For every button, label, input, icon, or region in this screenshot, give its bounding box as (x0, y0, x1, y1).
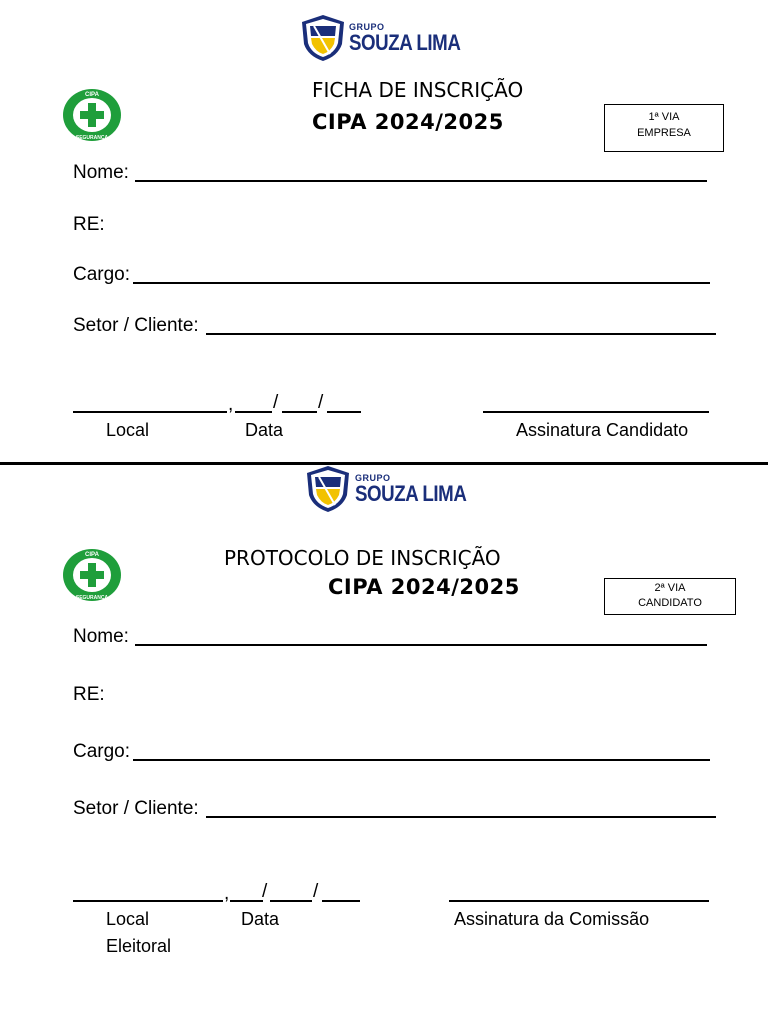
svg-text:CIPA: CIPA (85, 552, 99, 558)
cipa-cross-icon (62, 548, 122, 602)
shield-logo-icon (304, 465, 352, 513)
date-comma-2: , (224, 883, 230, 904)
nome-label-2: Nome: (73, 626, 129, 647)
data-caption: Data (245, 420, 284, 440)
form1-title: FICHA DE INSCRIÇÃO (312, 78, 524, 102)
cargo-field-2[interactable] (133, 759, 710, 761)
month-field[interactable] (282, 411, 317, 413)
signature-caption: Assinatura Candidato (516, 420, 689, 440)
year-field-2[interactable] (322, 900, 360, 902)
setor-field[interactable] (206, 333, 716, 335)
local-caption: Local (106, 420, 150, 440)
setor-label-2: Setor / Cliente: (73, 798, 199, 819)
form2-title: PROTOCOLO DE INSCRIÇÃO (224, 546, 501, 570)
form1-via-box (604, 104, 724, 152)
shield-logo-icon (300, 14, 346, 62)
form1-subtitle: CIPA 2024/2025 (312, 110, 504, 134)
date-slash-1-2: / (262, 881, 268, 902)
logo-grupo-text: GRUPO (349, 21, 385, 32)
cargo-label-2: Cargo: (73, 741, 131, 762)
signature-field-2[interactable] (449, 900, 709, 902)
form2-via-box (604, 578, 736, 615)
svg-text:SEGURANÇA: SEGURANÇA (75, 595, 109, 601)
form2-subtitle: CIPA 2024/2025 (328, 575, 520, 599)
month-field-2[interactable] (270, 900, 312, 902)
cipa-badge-2 (62, 548, 122, 607)
svg-text:SEGURANÇA: SEGURANÇA (75, 135, 109, 141)
local-field[interactable] (73, 411, 227, 413)
local-caption-line2: Eleitoral (106, 936, 172, 956)
day-field[interactable] (235, 411, 272, 413)
cipa-badge (62, 88, 122, 147)
date-slash-2-2: / (313, 881, 319, 902)
nome-field-2[interactable] (135, 644, 707, 646)
via-line1: 2ª VIA (654, 582, 686, 594)
signature-field[interactable] (483, 411, 709, 413)
setor-label: Setor / Cliente: (73, 315, 199, 336)
nome-field[interactable] (135, 180, 707, 182)
souza-lima-logo-2 (304, 465, 486, 513)
via-line2: CANDIDATO (638, 597, 702, 609)
nome-label: Nome: (73, 162, 129, 183)
data-caption-2: Data (241, 909, 280, 929)
year-field[interactable] (327, 411, 361, 413)
local-caption-2: Local (106, 909, 150, 929)
signature-caption-2: Assinatura da Comissão (454, 909, 650, 929)
date-comma: , (228, 394, 234, 415)
cipa-cross-icon (62, 88, 122, 142)
re-label-2: RE: (73, 684, 105, 705)
date-slash-1: / (273, 392, 279, 413)
setor-field-2[interactable] (206, 816, 716, 818)
logo-name-text: SOUZA LIMA (349, 29, 461, 55)
cargo-field[interactable] (133, 282, 710, 284)
re-label: RE: (73, 214, 105, 235)
local-field-2[interactable] (73, 900, 223, 902)
via-line1: 1ª VIA (648, 111, 680, 123)
cargo-label: Cargo: (73, 264, 131, 285)
logo-grupo-text: GRUPO (355, 472, 391, 483)
via-line2: EMPRESA (637, 127, 691, 139)
logo-name-text: SOUZA LIMA (355, 480, 467, 506)
date-slash-2: / (318, 392, 324, 413)
day-field-2[interactable] (230, 900, 263, 902)
svg-text:CIPA: CIPA (85, 92, 99, 98)
souza-lima-logo (300, 14, 480, 62)
